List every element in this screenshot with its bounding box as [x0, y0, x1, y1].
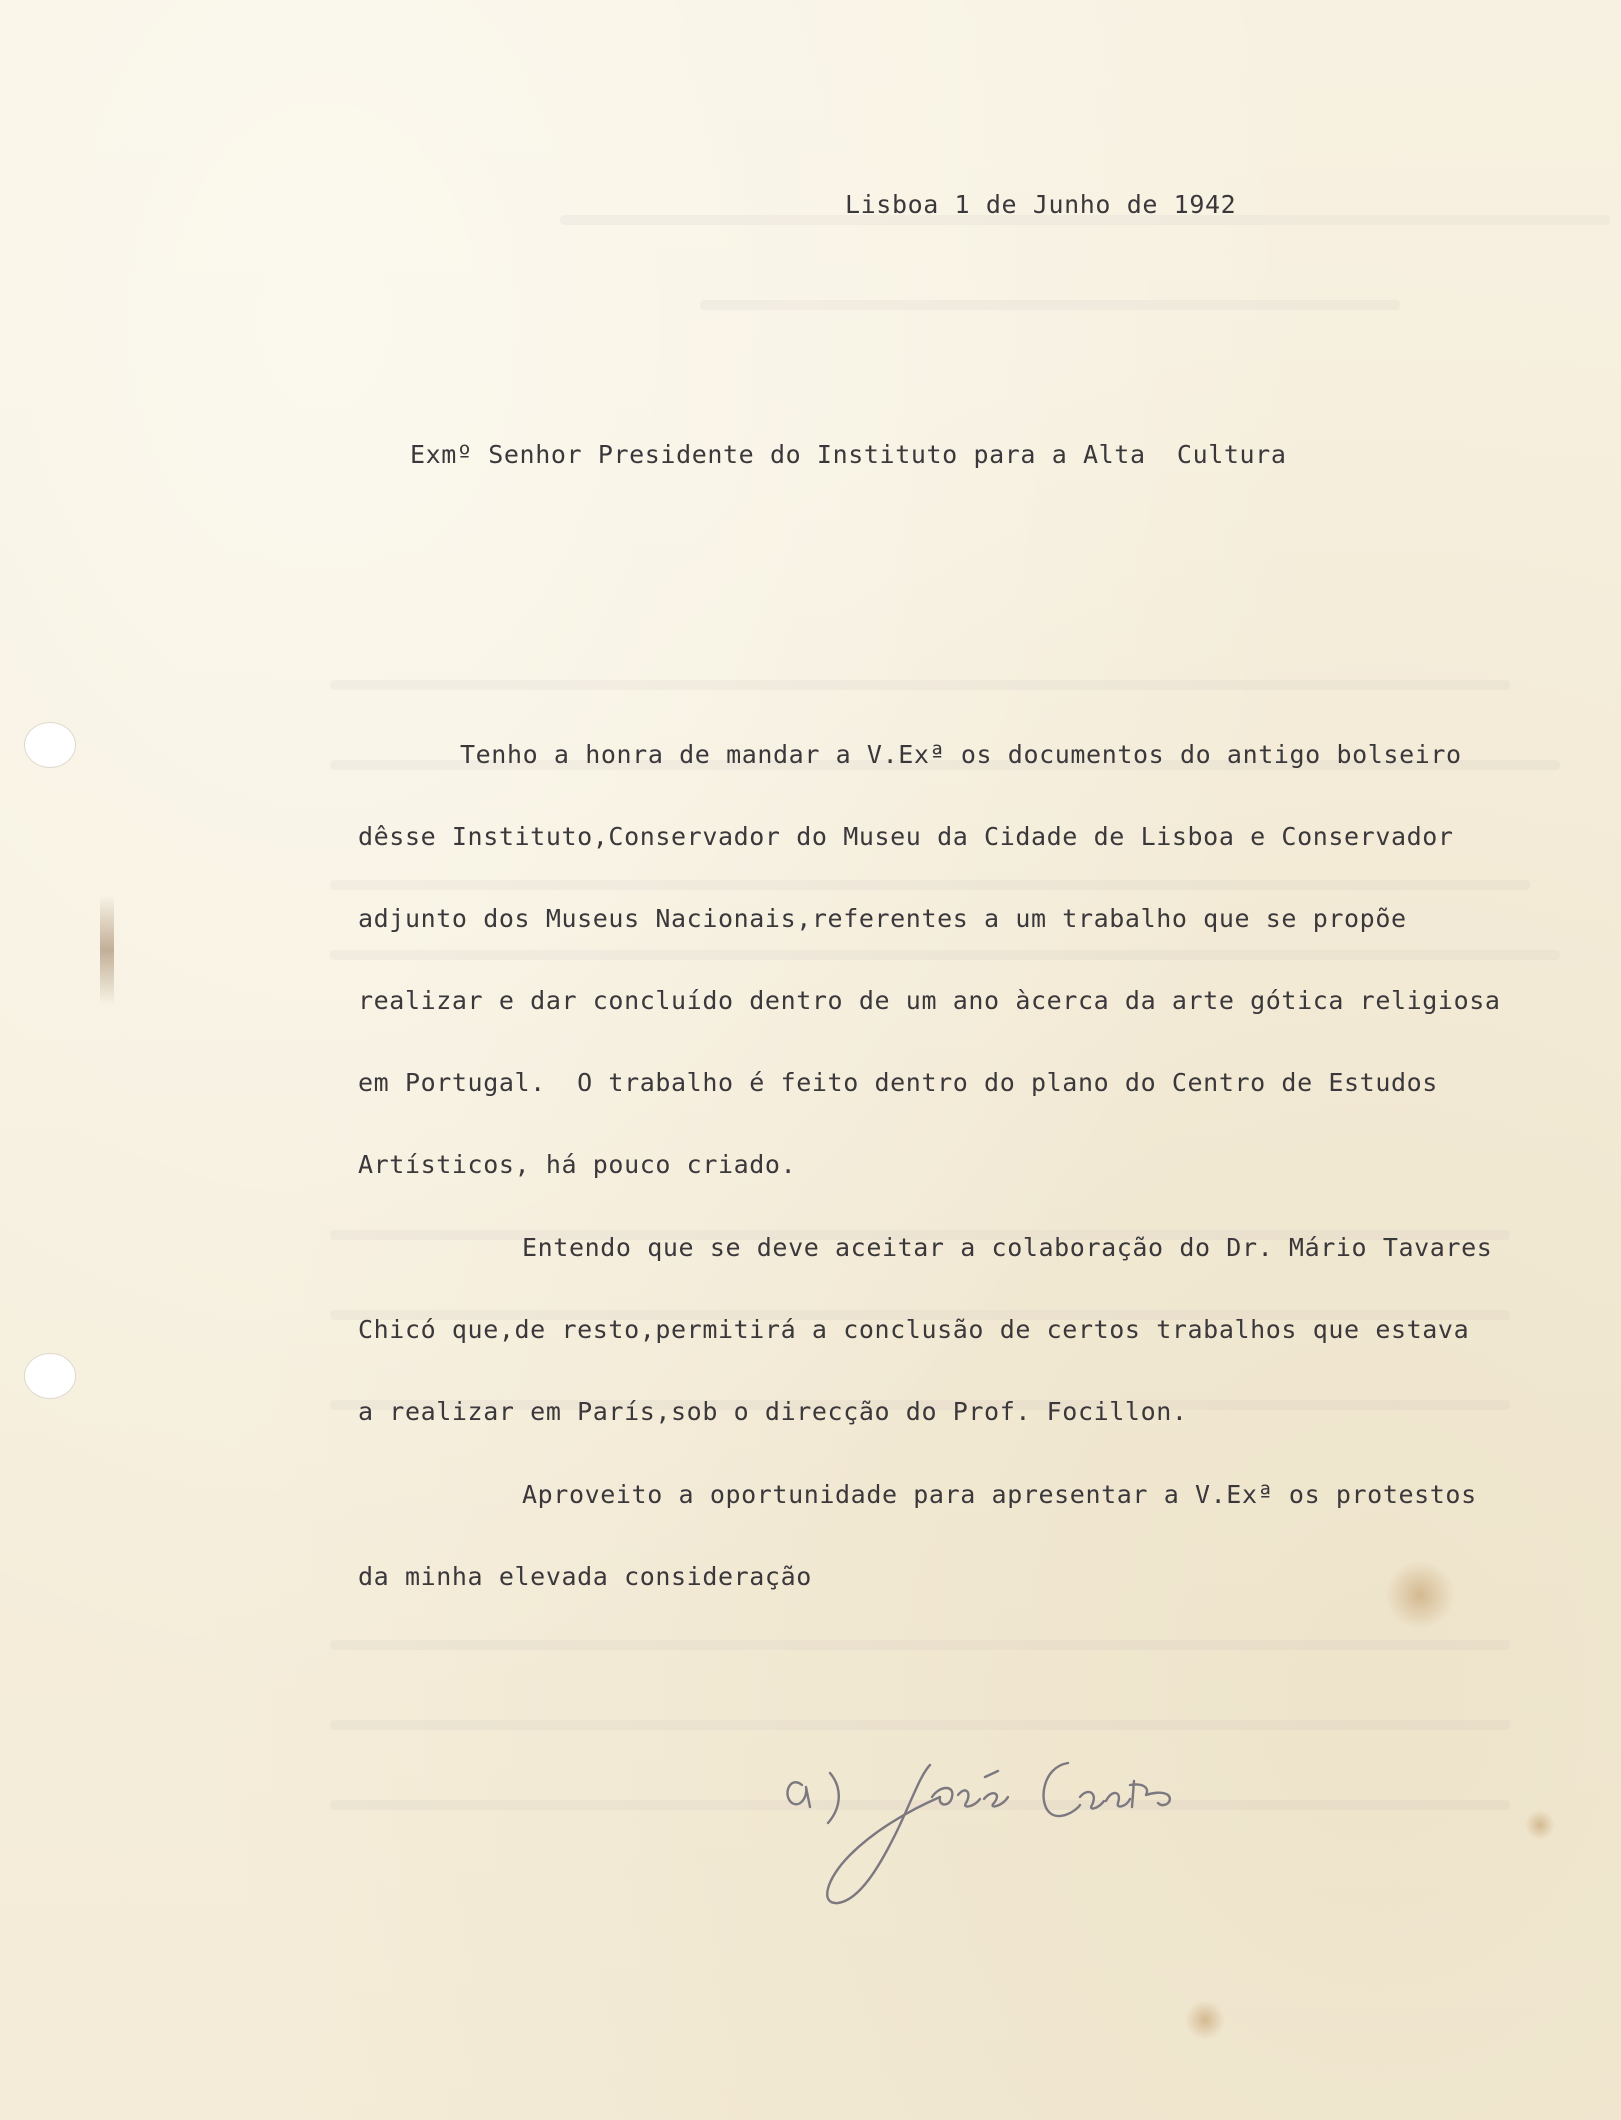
text-line: realizar e dar concluído dentro de um ano àcerca da arte gótica religiosa: [358, 986, 1501, 1015]
bleed-through-mark: [330, 1640, 1510, 1650]
addressee: Exmº Senhor Presidente do Instituto para a Alta Cultura: [410, 440, 1287, 469]
punch-hole: [24, 1353, 76, 1399]
text-line: Aproveito a oportunidade para apresentar a V.Exª os protestos: [522, 1480, 1477, 1509]
text-line: da minha elevada consideração: [358, 1562, 812, 1591]
edge-tear-mark: [100, 895, 114, 1005]
handwritten-signature: [780, 1715, 1280, 1915]
bleed-through-mark: [700, 300, 1400, 310]
text-line: Entendo que se deve aceitar a colaboração do Dr. Mário Tavares: [522, 1233, 1493, 1262]
bleed-through-mark: [330, 880, 1530, 890]
stain: [1385, 1560, 1455, 1630]
text-line: a realizar em París,sob o direcção do Prof. Focillon.: [358, 1397, 1188, 1426]
bleed-through-mark: [330, 950, 1560, 960]
stain: [1525, 1810, 1555, 1840]
bleed-through-mark: [330, 680, 1510, 690]
punch-hole: [24, 722, 76, 768]
text-line: em Portugal. O trabalho é feito dentro do plano do Centro de Estudos: [358, 1068, 1438, 1097]
text-line: Artísticos, há pouco criado.: [358, 1150, 797, 1179]
text-line: Chicó que,de resto,permitirá a conclusão de certos trabalhos que estava: [358, 1315, 1470, 1344]
stain: [1185, 2000, 1225, 2040]
text-line: adjunto dos Museus Nacionais,referentes a um trabalho que se propõe: [358, 904, 1407, 933]
text-line: dêsse Instituto,Conservador do Museu da Cidade de Lisboa e Conservador: [358, 822, 1454, 851]
text-line: Tenho a honra de mandar a V.Exª os documentos do antigo bolseiro: [460, 740, 1462, 769]
date-line: Lisboa 1 de Junho de 1942: [845, 190, 1237, 219]
